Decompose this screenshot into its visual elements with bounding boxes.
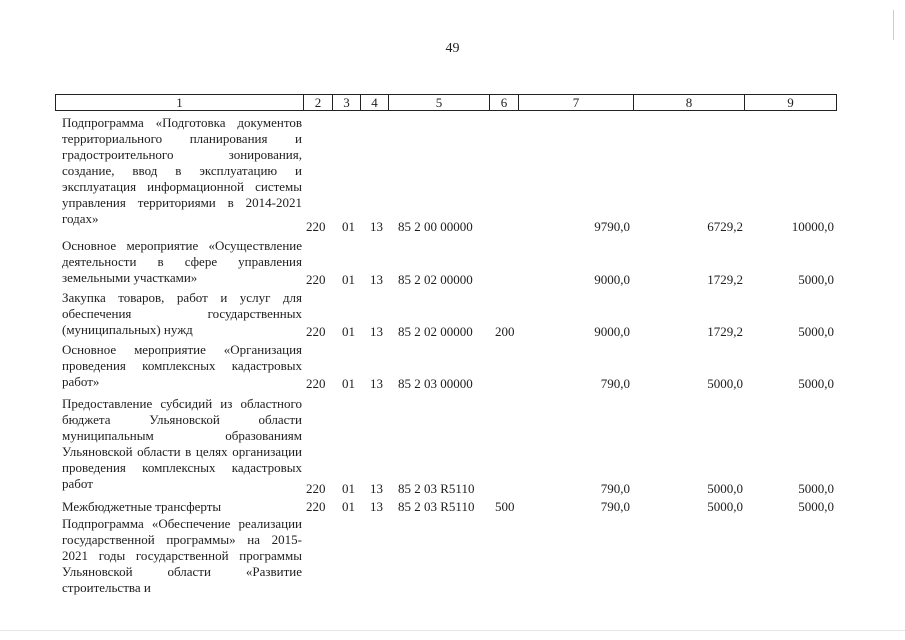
- scan-mark: [0, 630, 905, 631]
- row-subsection: 13: [370, 272, 383, 287]
- header-col-1: 1: [56, 95, 304, 110]
- row-code: 220: [306, 324, 326, 339]
- row-subsection: 13: [370, 499, 383, 514]
- row-type: 500: [495, 499, 515, 514]
- header-col-8: 8: [634, 95, 745, 110]
- table-header: [55, 94, 837, 111]
- row-value-9: 10000,0: [791, 219, 834, 234]
- row-section: 01: [342, 272, 355, 287]
- row-description: Основное мероприятие «Организация проведения комплексных кадастровых работ»: [62, 342, 302, 389]
- scan-mark: [893, 10, 894, 40]
- row-value-7: 790,0: [600, 481, 630, 496]
- row-code: 220: [306, 481, 326, 496]
- row-section: 01: [342, 376, 355, 391]
- row-section: 01: [342, 219, 355, 234]
- row-description: Закупка товаров, работ и услуг для обеспечения государственных (муниципальных) нужд: [62, 290, 302, 337]
- row-description: Межбюджетные трансферты: [62, 499, 222, 514]
- row-value-8: 5000,0: [707, 376, 743, 391]
- row-value-7: 9790,0: [594, 219, 630, 234]
- row-target: 85 2 02 00000: [398, 324, 473, 339]
- row-value-8: 1729,2: [707, 324, 743, 339]
- row-value-9: 5000,0: [798, 324, 834, 339]
- row-description: Основное мероприятие «Осуществление деятельности в сфере управления земельными участками»: [62, 238, 302, 285]
- row-code: 220: [306, 272, 326, 287]
- row-value-8: 1729,2: [707, 272, 743, 287]
- header-col-2: 2: [304, 95, 333, 110]
- row-section: 01: [342, 324, 355, 339]
- header-col-7: 7: [519, 95, 634, 110]
- row-section: 01: [342, 481, 355, 496]
- row-description: Подпрограмма «Обеспечение реализации государственной программы» на 2015-2021 годы государственной программы Ульяновской области «Развитие строительства и: [62, 516, 302, 595]
- row-target: 85 2 03 00000: [398, 376, 473, 391]
- page-number: 49: [445, 41, 460, 56]
- row-target: 85 2 03 R5110: [398, 481, 475, 496]
- header-col-9: 9: [787, 95, 794, 110]
- header-col-4: 4: [361, 95, 389, 110]
- row-value-9: 5000,0: [798, 481, 834, 496]
- row-value-7: 9000,0: [594, 324, 630, 339]
- row-value-7: 790,0: [600, 499, 630, 514]
- row-value-9: 5000,0: [798, 499, 834, 514]
- row-code: 220: [306, 499, 326, 514]
- row-subsection: 13: [370, 219, 383, 234]
- row-type: 200: [495, 324, 515, 339]
- row-value-8: 5000,0: [707, 499, 743, 514]
- row-value-8: 5000,0: [707, 481, 743, 496]
- header-col-5: 5: [389, 95, 490, 110]
- header-col-3: 3: [333, 95, 361, 110]
- row-target: 85 2 02 00000: [398, 272, 473, 287]
- row-target: 85 2 00 00000: [398, 219, 473, 234]
- row-subsection: 13: [370, 376, 383, 391]
- row-description: Предоставление субсидий из областного бюджета Ульяновской области муниципальным образованиям Ульяновской области в целях организации проведения комплексных кадастровых работ: [62, 396, 302, 491]
- row-subsection: 13: [370, 324, 383, 339]
- row-value-8: 6729,2: [707, 219, 743, 234]
- row-value-7: 790,0: [600, 376, 630, 391]
- row-value-9: 5000,0: [798, 376, 834, 391]
- row-value-7: 9000,0: [594, 272, 630, 287]
- header-col-6: 6: [490, 95, 519, 110]
- row-description: Подпрограмма «Подготовка документов территориального планирования и градостроительного зонирования, создание, ввод в эксплуатацию и эксплуатация информационной системы управления территориями в 2014-2021 годах»: [62, 115, 302, 226]
- row-subsection: 13: [370, 481, 383, 496]
- row-value-9: 5000,0: [798, 272, 834, 287]
- row-target: 85 2 03 R5110: [398, 499, 475, 514]
- row-code: 220: [306, 376, 326, 391]
- row-code: 220: [306, 219, 326, 234]
- row-section: 01: [342, 499, 355, 514]
